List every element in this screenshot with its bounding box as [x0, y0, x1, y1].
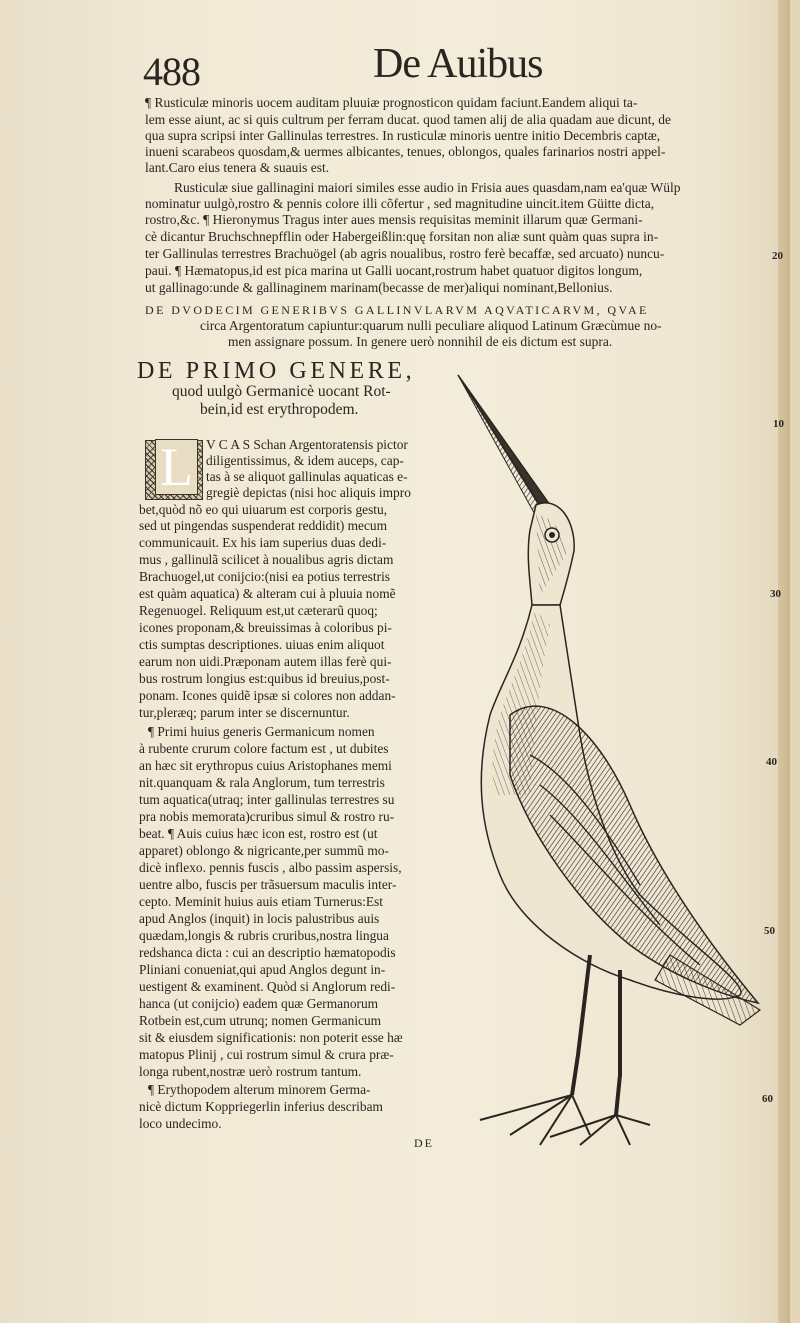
catchword: DE	[414, 1136, 434, 1150]
text-line: circa Argentoratum capiuntur:quarum nulli peculiare aliquod Latinum Græcùmue no-	[200, 318, 662, 333]
text-line: paui. ¶ Hæmatopus,id est pica marina ut Galli uocant,rostrum habet quatuor digitos longum,	[145, 263, 643, 278]
running-title: De Auibus	[373, 41, 543, 87]
text-line: uestigent & examinent. Quòd si Anglorum redi-	[139, 979, 396, 994]
text-line: cepto. Meminit huius auis etiam Turnerus:Est	[139, 894, 383, 909]
text-line: sed ut pingendas suspenderat reddidit) mecum	[139, 518, 388, 533]
text-line: ¶ Primi huius generis Germanicum nomen	[148, 724, 375, 739]
text-line: quædam,longis & rubris cruribus,nostra lingua	[139, 928, 389, 943]
text-line: Rusticulæ siue gallinagini maiori similes esse audio in Frisia aues quasdam,nam ea'quæ Wülp	[174, 180, 681, 195]
decorated-initial	[145, 437, 203, 500]
bird-woodcut-illustration	[440, 355, 790, 1155]
text-line: tur,pleræq; parum inter se discernuntur.	[139, 705, 350, 720]
text-line: an hæc sit erythropus cuius Aristophanes memi	[139, 758, 392, 773]
text-line: uentre albo, fuscis per trãsuersum maculis inter-	[139, 877, 397, 892]
text-line: tum aquatica(utraq; inter gallinulas terrestres su	[139, 792, 395, 807]
section-heading: DE DVODECIM GENERIBVS GALLINVLARVM AQVATICARVM, QVAE	[145, 303, 649, 317]
initial-letter: L	[155, 439, 198, 495]
text-line: bet,quòd nõ eo qui uiuarum est corporis gestu,	[139, 502, 388, 517]
text-line: sit & eiusdem significationis: non poterit esse hæ	[139, 1030, 403, 1045]
text-line: ¶ Erythopodem alterum minorem Germa-	[148, 1082, 371, 1097]
text-line: gregiè depictas (nisi hoc aliquis impro	[206, 485, 411, 500]
text-line: à rubente crurum colore factum est , ut dubites	[139, 741, 389, 756]
text-line: nominatur uulgò,rostro & pennis colore illi cõfertur , sed magnitudine uincit.item Güitte dicta,	[145, 196, 655, 211]
text-line: matopus Plinij , cui rostrum simul & crura præ-	[139, 1047, 394, 1062]
text-line: diligentissimus, & idem auceps, cap-	[206, 453, 404, 468]
text-line: Rotbein est,cum utrunq; nomen Germanicum	[139, 1013, 382, 1028]
text-line: nicè dictum Koppriegerlin inferius describam	[139, 1099, 383, 1114]
text-line: icones proponam,& breuissimas à coloribus pi-	[139, 620, 392, 635]
text-line: dicè inflexo. pennis fuscis , albo passim aspersis,	[139, 860, 402, 875]
text-line: men assignare possum. In genere uerò nonnihil de eis dictum est supra.	[228, 334, 613, 349]
text-line: inueni scarabeos quosdam,& uermes albicantes, tenues, oblongos, quales farinarios nostri appel-	[145, 144, 666, 159]
text-line: ¶ Rusticulæ minoris uocem auditam pluuiæ prognosticon quidam faciunt.Eandem aliqui ta-	[145, 95, 638, 110]
margin-number: 10	[773, 418, 784, 430]
text-line: bus rostrum longius est:quibus id breuius,post-	[139, 671, 390, 686]
text-line: Pliniani conueniat,qui apud Anglos degunt in-	[139, 962, 386, 977]
margin-number: 30	[770, 588, 781, 600]
text-line: redshanca dicta : cui an descriptio hæmatopodis	[139, 945, 396, 960]
text-line: rostro,&c. ¶ Hieronymus Tragus inter aues mensis requisitas meminit illarum quæ Germani-	[145, 212, 643, 227]
text-line: nit.quanquam & rala Anglorum, tum terrestris	[139, 775, 385, 790]
text-line: hanca (ut conijcio) eadem quæ Germanorum	[139, 996, 379, 1011]
page-number: 488	[143, 49, 200, 94]
text-line: beat. ¶ Auis cuius hæc icon est, rostro est (ut	[139, 826, 378, 841]
text-line: pra nobis memorata)cruribus simul & rostro ru-	[139, 809, 395, 824]
text-line: tas à se aliquot gallinulas aquaticas e-	[206, 469, 408, 484]
text-line: apud Anglos (inquit) in locis palustribus auis	[139, 911, 380, 926]
text-line: V C A S Schan Argentoratensis pictor	[206, 437, 408, 452]
text-line: lant.Caro eius tenera & suauis est.	[145, 160, 330, 175]
text-line: lem esse aiunt, ac si quis cultrum per ferram ducat. quod tamen alij de alia quadam aue dicunt, de	[145, 112, 671, 127]
chapter-subtitle-2: bein,id est erythropodem.	[200, 401, 359, 418]
text-line: earum non uidi.Præponam autem illas ferè qui-	[139, 654, 392, 669]
text-line: ponam. Icones quidẽ ipsæ si colores non addan-	[139, 688, 396, 703]
text-line: ut gallinago:unde & gallinaginem marinam(becasse de mer)aliqui nominant,Bellonius.	[145, 280, 613, 295]
text-line: apparet) oblongo & nigricante,per summũ mo-	[139, 843, 389, 858]
margin-number: 60	[762, 1093, 773, 1105]
margin-number: 40	[766, 756, 777, 768]
text-line: qua supra scripsi inter Gallinulas terrestres. In rusticulæ minoris uentre initio Decembris captæ,	[145, 128, 661, 143]
text-line: est quàm aquatica) & alteram cui à pluuia nomẽ	[139, 586, 396, 601]
text-line: Brachuogel,ut conijcio:(nisi ea potius terrestris	[139, 569, 391, 584]
text-line: ctis sumptas descriptiones. uiuas enim aliquot	[139, 637, 385, 652]
margin-number: 20	[772, 250, 783, 262]
text-line: Regenuogel. Reliquum est,ut cæterarũ quoq;	[139, 603, 378, 618]
text-line: loco undecimo.	[139, 1116, 222, 1131]
text-line: mus , gallinulã scilicet à noualibus agris dictam	[139, 552, 394, 567]
text-line: longa rubent,nostræ uerò rostrum tantum.	[139, 1064, 362, 1079]
text-line: communicauit. Ex his iam superius duas dedi-	[139, 535, 387, 550]
text-line: ter Gallinulas terrestres Brachuögel (ab agris noualibus, rostro ferè becaffæ, sed arcuato) nuncu-	[145, 246, 665, 261]
chapter-title: DE PRIMO GENERE,	[137, 358, 416, 384]
margin-number: 50	[764, 925, 775, 937]
text-line: cè dicantur Bruchschnepfflin oder Habergeißlin:quę forsitan non aliæ sunt quàm quas supra in-	[145, 229, 659, 244]
chapter-subtitle-1: quod uulgò Germanicè uocant Rot-	[172, 383, 391, 400]
